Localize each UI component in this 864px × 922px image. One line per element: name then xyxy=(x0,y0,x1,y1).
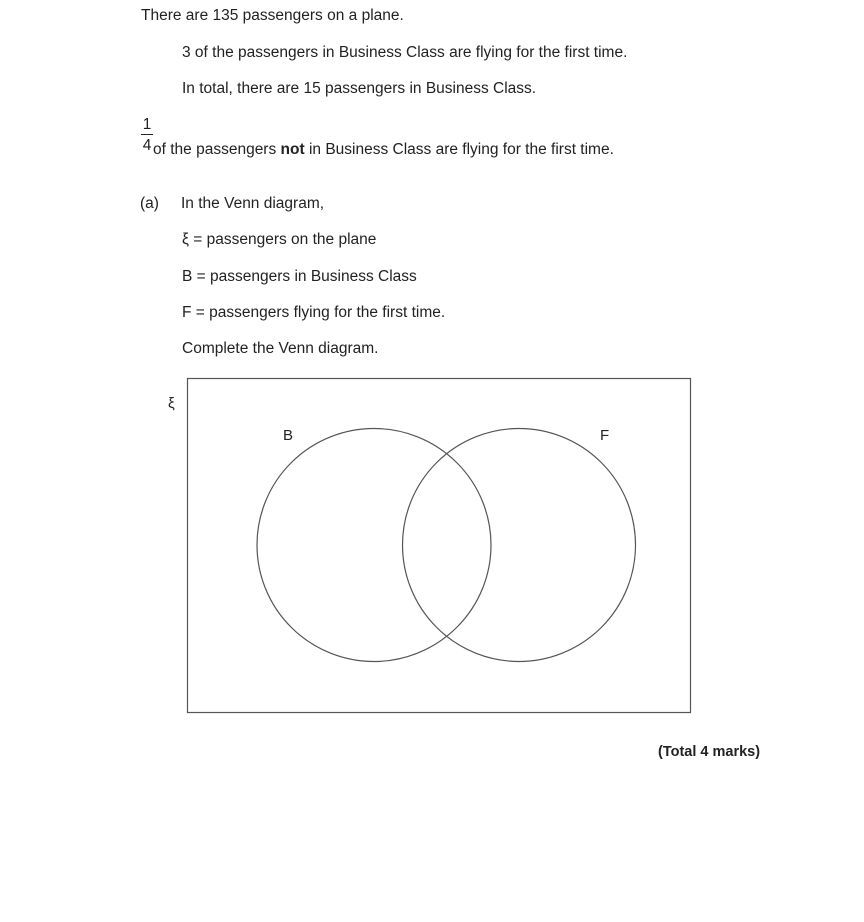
intro-line-1: There are 135 passengers on a plane. xyxy=(141,7,404,24)
instruction: Complete the Venn diagram. xyxy=(182,340,379,357)
fraction-denominator: 4 xyxy=(142,137,152,154)
part-a-label: (a) xyxy=(140,195,159,212)
set-f-label: F xyxy=(600,427,610,444)
set-b-circle xyxy=(257,429,491,662)
universal-set-rectangle xyxy=(188,379,691,713)
fraction-numerator: 1 xyxy=(142,116,152,133)
set-f-circle xyxy=(403,429,636,662)
universal-set-symbol: ξ xyxy=(168,395,175,412)
part-a-intro: In the Venn diagram, xyxy=(181,195,325,212)
definition-universal: ξ = passengers on the plane xyxy=(182,231,377,248)
definition-set-b: B = passengers in Business Class xyxy=(182,268,417,285)
fraction-bold-not: not xyxy=(280,141,305,158)
definition-set-f: F = passengers flying for the first time. xyxy=(182,304,446,321)
set-b-label: B xyxy=(283,427,294,444)
intro-line-3: In total, there are 15 passengers in Business Class. xyxy=(182,80,537,97)
fraction-text-after: in Business Class are flying for the first time. xyxy=(304,141,614,158)
intro-line-2: 3 of the passengers in Business Class are flying for the first time. xyxy=(182,44,628,61)
fraction-text-before: of the passengers xyxy=(153,141,281,158)
total-marks: (Total 4 marks) xyxy=(658,744,761,760)
